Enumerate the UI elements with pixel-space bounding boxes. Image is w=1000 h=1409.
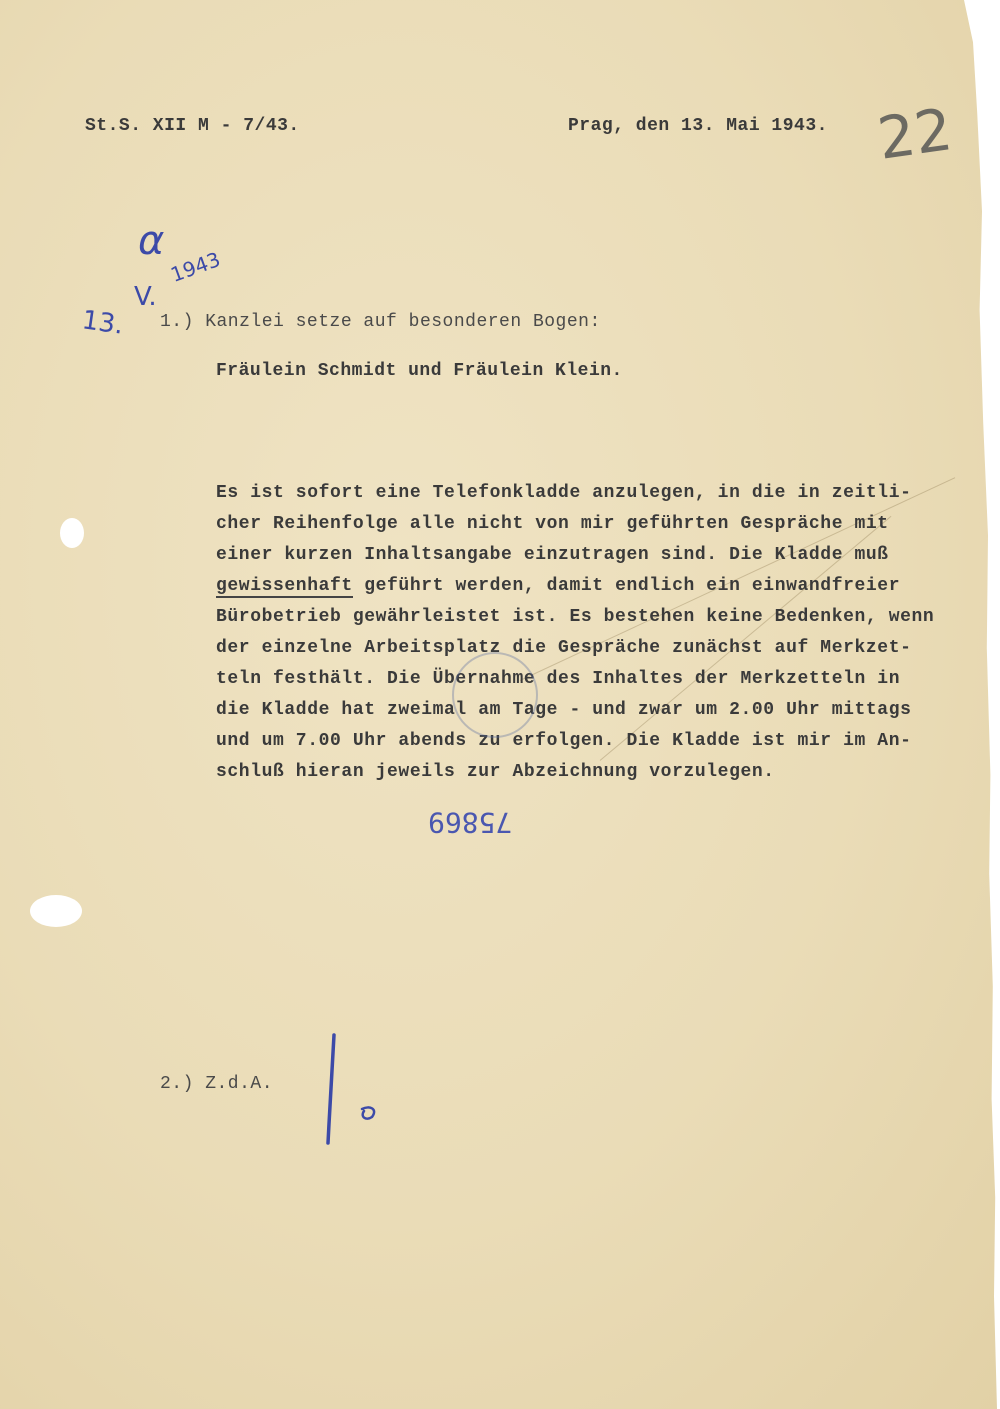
body-line: Es ist sofort eine Telefonkladde anzulegen, in die in zeitli- — [216, 483, 912, 503]
body-line: und um 7.00 Uhr abends zu erfolgen. Die Kladde ist mir im An- — [216, 731, 912, 751]
body-line — [216, 571, 996, 602]
body-line-rest: geführt werden, damit endlich ein einwandfreier — [352, 576, 901, 596]
body-line: cher Reihenfolge alle nicht von mir geführten Gespräche mit — [216, 514, 889, 534]
item1-instruction: 1.) Kanzlei setze auf besonderen Bogen: — [160, 312, 601, 332]
item2-instruction: 2.) Z.d.A. — [160, 1074, 274, 1094]
punch-hole — [60, 518, 84, 548]
handwritten-initial: α — [138, 218, 165, 264]
body-line: schluß hieran jeweils zur Abzeichnung vorzulegen. — [216, 762, 775, 782]
body-line: Bürobetrieb gewährleistet ist. Es bestehen keine Bedenken, wenn — [216, 607, 935, 627]
date-line: Prag, den 13. Mai 1943. — [568, 116, 828, 136]
body-line: der einzelne Arbeitsplatz die Gespräche zunächst auf Merkzet- — [216, 638, 912, 658]
reference-number: St.S. XII M - 7/43. — [85, 116, 300, 136]
handwritten-month: V. — [134, 282, 157, 312]
stamped-number: 75869 — [428, 806, 513, 839]
body-line: teln festhält. Die Übernahme des Inhaltes der Merkzetteln in — [216, 669, 901, 689]
underlined-word: gewissenhaft — [216, 576, 353, 596]
page-number-handwritten: 22 — [873, 95, 957, 173]
round-stamp — [452, 652, 538, 738]
body-line: einer kurzen Inhaltsangabe einzutragen sind. Die Kladde muß — [216, 545, 889, 565]
handwritten-day: 13. — [80, 305, 126, 341]
signature-mark — [310, 1025, 390, 1155]
memo-body — [216, 478, 996, 788]
punch-hole — [30, 895, 82, 927]
body-line: die Kladde hat zweimal am Tage - und zwar um 2.00 Uhr mittags — [216, 700, 912, 720]
addressee-line: Fräulein Schmidt und Fräulein Klein. — [216, 361, 623, 381]
handwritten-year: 1943 — [167, 247, 224, 287]
